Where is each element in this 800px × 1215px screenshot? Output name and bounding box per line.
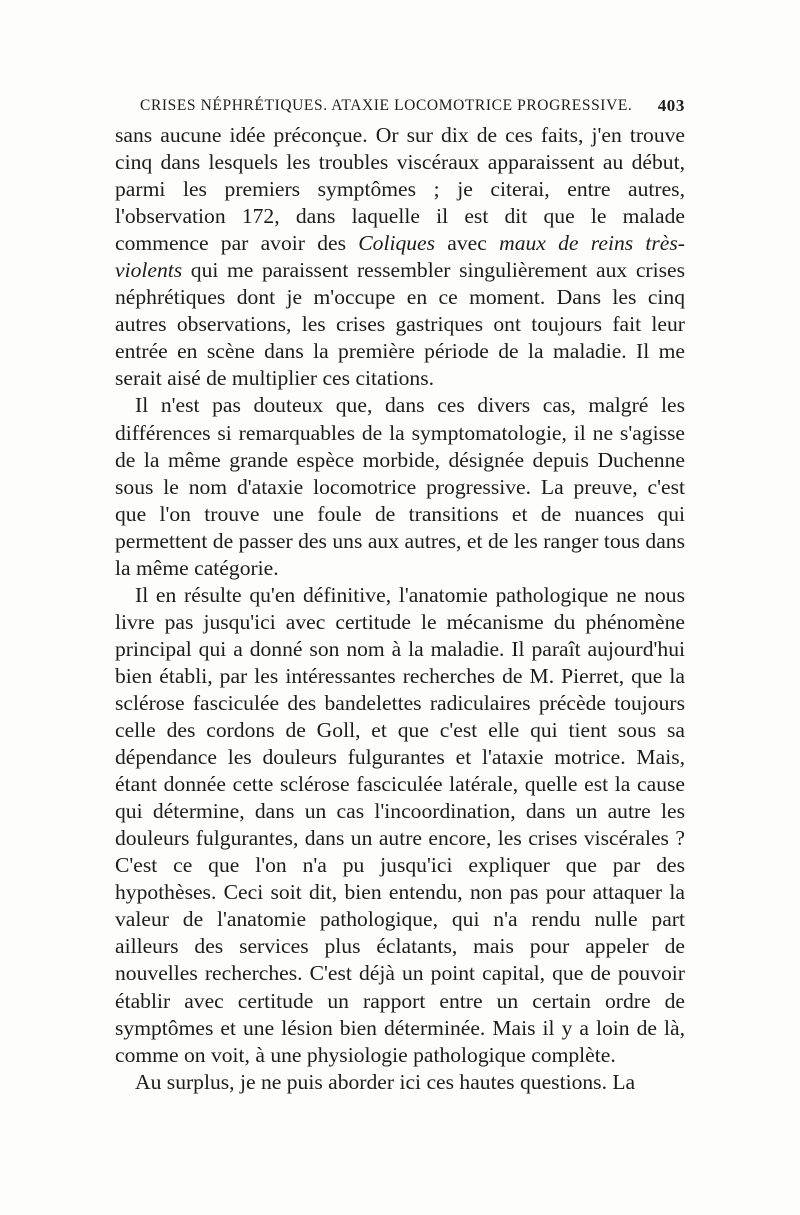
page-number: 403 xyxy=(657,96,685,115)
paragraph-1 xyxy=(115,122,685,392)
paragraph-1-part-c: qui me paraissent ressembler singulièrement aux crises néphrétiques dont je m'occupe en ce moment. Dans les cinq autres observations, les crises gastriques ont toujours fait leur entrée en scène dans la première période de la maladie. Il me serait aisé de multiplier ces citations. xyxy=(115,258,685,391)
paragraph-3: Il en résulte qu'en définitive, l'anatomie pathologique ne nous livre pas jusqu'ici avec certitude le mécanisme du phénomène principal qui a donné son nom à la maladie. Il paraît aujourd'hui bien établi, par les intéressantes recherches de M. Pierret, que la sclérose fasciculée des bandelettes radiculaires précède toujours celle des cordons de Goll, et que c'est elle qui tient sous sa dépendance les douleurs fulgurantes et l'ataxie motrice. Mais, étant donnée cette sclérose fasciculée latérale, quelle est la cause qui détermine, dans un cas l'incoordination, dans un autre les douleurs fulgurantes, dans un autre encore, les crises viscérales ? C'est ce que l'on n'a pu jusqu'ici expliquer que par des hypothèses. Ceci soit dit, bien entendu, non pas pour attaquer la valeur de l'anatomie pathologique, qui n'a rendu nulle part ailleurs des services plus éclatants, mais pour appeler de nouvelles recherches. C'est déjà un point capital, que de pouvoir établir avec certitude un rapport entre un certain ordre de symptômes et une lésion bien déterminée. Mais il y a loin de là, comme on voit, à une physiologie pathologique complète. xyxy=(115,582,685,1067)
paragraph-1-part-a: sans aucune idée préconçue. Or sur dix de ces faits, j'en trouve cinq dans lesquels les troubles viscéraux apparaissent au début, parmi les premiers symptômes ; je citerai, entre autres, l'observation 172, dans laquelle il est dit que le malade commence par avoir des xyxy=(115,123,685,256)
italic-maux-de-reins: maux de reins très-violents xyxy=(115,231,685,283)
paragraph-2: Il n'est pas douteux que, dans ces divers cas, malgré les différences si remarquables de la symptomatologie, il ne s'agisse de la même grande espèce morbide, désignée depuis Duchenne sous le nom d'ataxie locomotrice progressive. La preuve, c'est que l'on trouve une foule de transitions et de nuances qui permettent de passer des uns aux autres, et de les ranger tous dans la même catégorie. xyxy=(115,393,685,580)
running-head-title: CRISES NÉPHRÉTIQUES. ATAXIE LOCOMOTRICE PROGRESSIVE. xyxy=(140,97,633,114)
body-text xyxy=(115,122,685,1096)
italic-coliques: Coliques xyxy=(358,231,436,256)
paragraph-1-part-b: avec xyxy=(435,231,500,256)
paragraph-4: Au surplus, je ne puis aborder ici ces hautes questions. La xyxy=(135,1069,636,1094)
